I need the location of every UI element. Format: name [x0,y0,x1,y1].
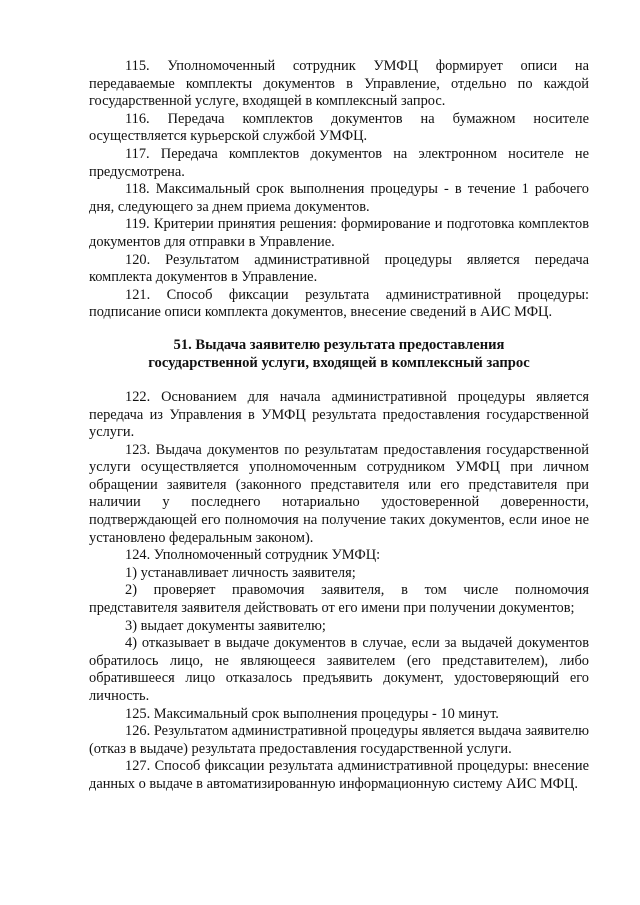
paragraph-127: 127. Способ фиксации результата административной процедуры: внесение данных о выдаче в автоматизированную информационную систему АИС МФЦ. [89,758,589,792]
list-item-4: 4) отказывает в выдаче документов в случае, если за выдачей документов обратилось лицо, не являющееся заявителем (его представителем), либо обратившееся лицо отказалось предъявить документ, удостоверяющий его личность. [89,635,589,704]
section-heading [89,336,589,372]
paragraph-124: 124. Уполномоченный сотрудник УМФЦ: [125,547,381,564]
paragraph-122: 122. Основанием для начала административной процедуры является передача из Управления в УМФЦ результата предоставления государственной услуги. [89,388,589,441]
paragraph-117: 117. Передача комплектов документов на электронном носителе не предусмотрена. [89,145,589,180]
section-heading-line-2: государственной услуги, входящей в комплексный запрос [148,354,530,371]
paragraph-123: 123. Выдача документов по результатам предоставления государственной услуги осуществляется уполномоченным сотрудником УМФЦ при личном обращении заявителя (законного представителя или его представителя при наличии у последнего нотариально удостоверенной доверенности, подтверждающей его полномочия на получение таких документов, если иное не установлено федеральным законом). [89,441,589,546]
paragraph-121: 121. Способ фиксации результата административной процедуры: подписание описи комплекта документов, внесение сведений в АИС МФЦ. [89,286,589,321]
list-item-2: 2) проверяет правомочия заявителя, в том числе полномочия представителя заявителя действовать от его имени при получении документов; [89,582,589,617]
paragraph-119: 119. Критерии принятия решения: формирование и подготовка комплектов документов для отправки в Управление. [89,216,589,250]
paragraph-120: 120. Результатом административной процедуры является передача комплекта документов в Управление. [89,251,589,286]
list-item-1: 1) устанавливает личность заявителя; [125,564,356,581]
paragraph-125: 125. Максимальный срок выполнения процедуры - 10 минут. [125,705,499,722]
paragraph-118: 118. Максимальный срок выполнения процедуры - в течение 1 рабочего дня, следующего за днем приема документов. [89,181,589,215]
paragraph-126: 126. Результатом административной процедуры является выдача заявителю (отказ в выдаче) результата предоставления государственной услуги. [89,723,589,757]
paragraph-115: 115. Уполномоченный сотрудник УМФЦ формирует описи на передаваемые комплекты документов в Управление, отдельно по каждой государственной услуге, входящей в комплексный запрос. [89,58,589,110]
document-page [89,58,589,794]
paragraph-116: 116. Передача комплектов документов на бумажном носителе осуществляется курьерской службой УМФЦ. [89,110,589,145]
list-item-3: 3) выдает документы заявителю; [125,617,326,634]
section-heading-line-1: 51. Выдача заявителю результата предоставления [173,336,505,353]
